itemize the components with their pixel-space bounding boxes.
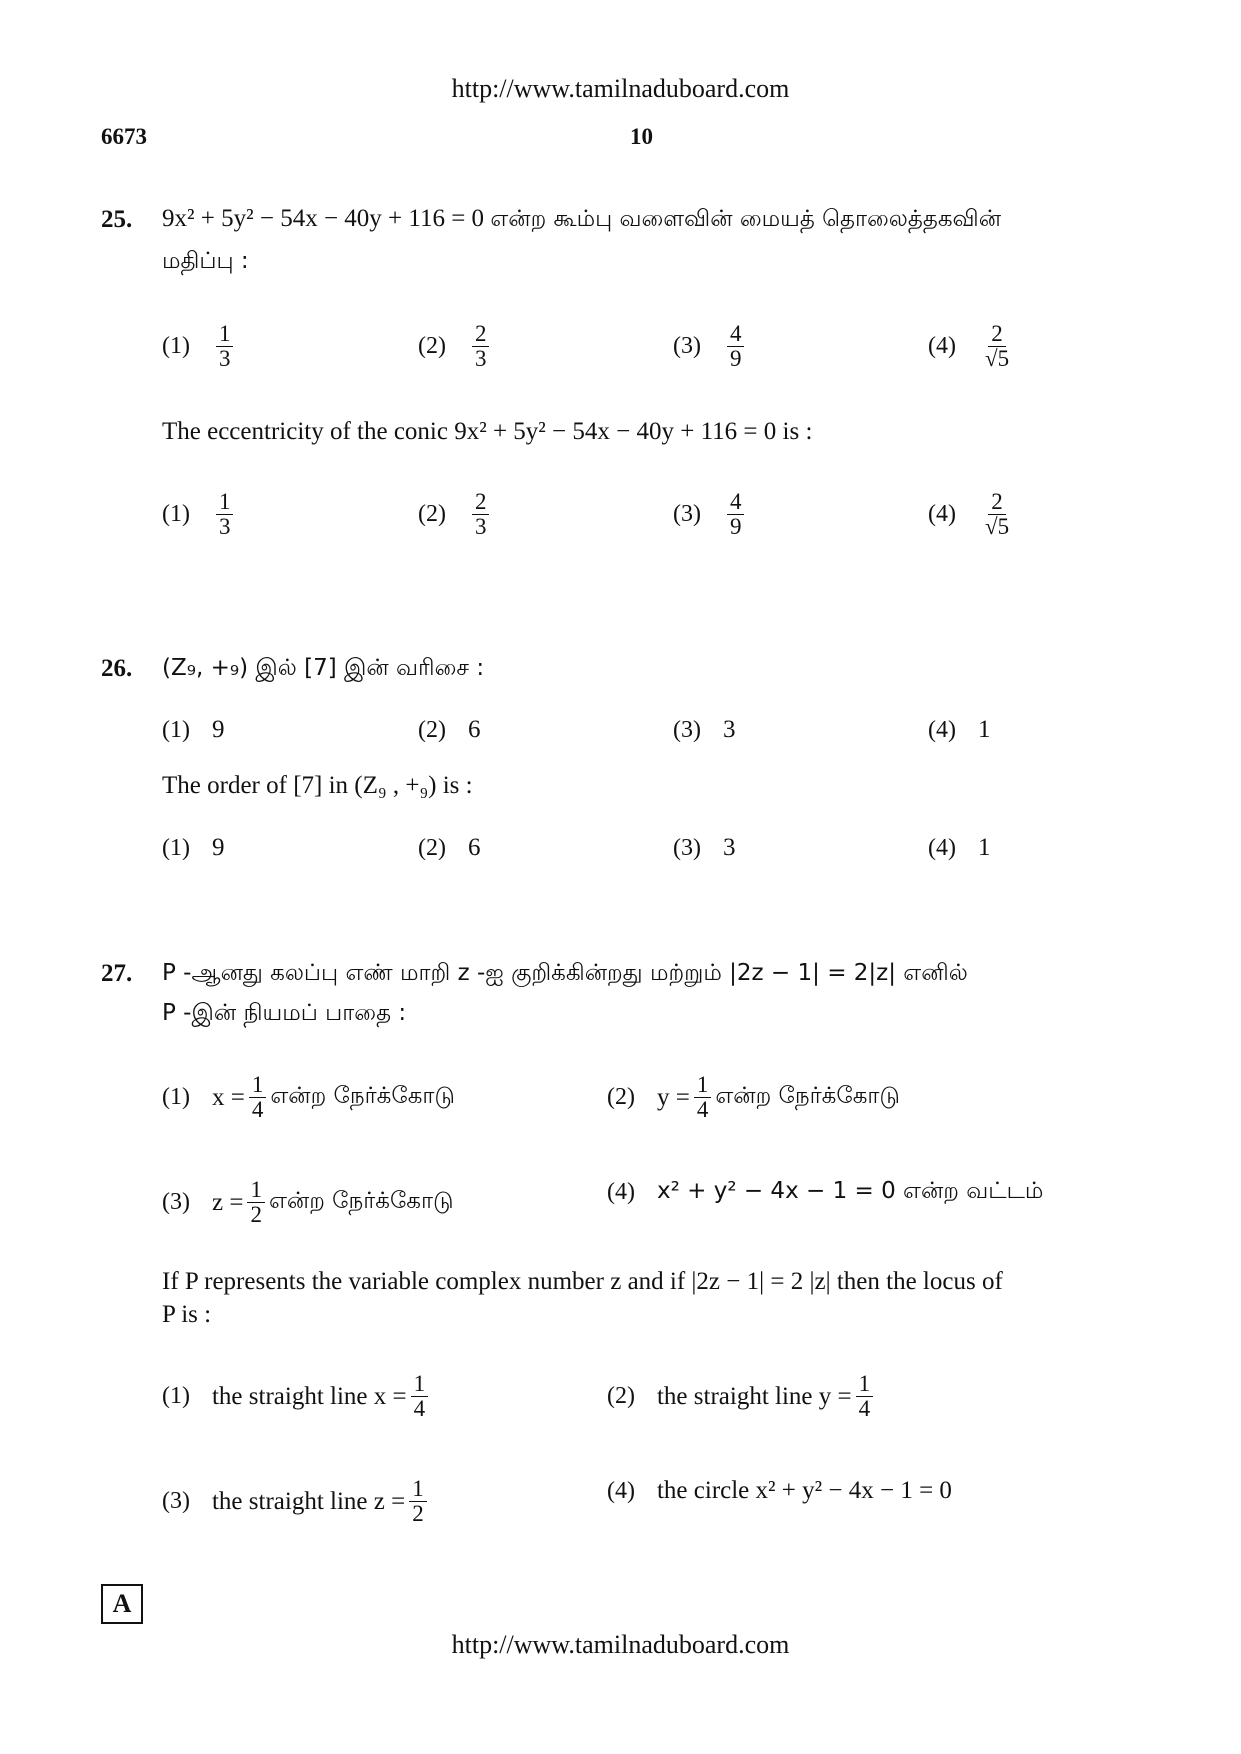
q26-english-option-1 [162, 834, 224, 862]
q25-tamil-text1: என்ற கூம்பு வளைவின் மையத் தொலைத்தகவின் [490, 206, 1002, 232]
q27-english-line2: P is : [162, 1301, 212, 1328]
q25-tamil-option-denominator: 3 [474, 346, 487, 372]
q25-tamil-option-number: (3) [673, 333, 701, 360]
q27-tamil-option-value [212, 1073, 455, 1122]
header-url: http://www.tamilnaduboard.com [451, 74, 790, 103]
q25-tamil-option-denominator: 9 [729, 346, 742, 372]
q25-english-option-1 [162, 490, 237, 539]
q25-english-text: The eccentricity of the conic 9x² + 5y² − 54x − 40y + 116 = 0 is : [162, 418, 813, 445]
q27-english-option-prefix: the straight line y = [656, 1382, 852, 1410]
q27-english-line1: If P represents the variable complex number z and if |2z − 1| = 2 |z| then the locus of [162, 1268, 1003, 1295]
q25-tamil-option-fraction [982, 322, 1012, 371]
q26-tamil-option-4 [928, 716, 990, 744]
q27-tamil-line1: P -ஆனது கலப்பு எண் மாறி z -ஐ குறிக்கின்றது மற்றும் |2z − 1| = 2|z| எனில் [162, 960, 968, 986]
q26-english-option-number: (2) [418, 834, 446, 861]
q26-english-text: The order of [7] in (Z₉ , +₉) is : [162, 772, 473, 799]
q26-tamil-text-content: (Z₉, +₉) இல் [7] இன் வரிசை : [162, 655, 485, 681]
q27-english-option-numerator: 1 [409, 1477, 427, 1502]
q26-tamil-option-value: 9 [211, 716, 225, 743]
q25-english-option-denominator: 3 [474, 514, 487, 540]
q25-tamil-option-value [978, 322, 1016, 371]
q25-tamil-option-fraction [727, 322, 745, 371]
q25-tamil-option-denominator: 3 [218, 346, 231, 372]
q25-tamil-equation: 9x² + 5y² − 54x − 40y + 116 = 0 [162, 205, 485, 232]
q26-english-option-value: 6 [467, 834, 481, 861]
q26-tamil-option-number: (3) [673, 716, 701, 743]
q25-english-option-value [978, 490, 1016, 539]
page-number: 10 [630, 124, 653, 149]
q25-tamil-option-value [468, 322, 494, 371]
q27-tamil-option-suffix: என்ற நேர்க்கோடு [715, 1083, 900, 1110]
q25-english-option-fraction [727, 490, 745, 539]
q27-english-option-value [657, 1372, 877, 1421]
q27-tamil-option-numerator: 1 [694, 1073, 712, 1098]
q27-tamil-option-prefix: y = [656, 1083, 690, 1111]
q26-number: 26. [101, 655, 133, 682]
footer-url: http://www.tamilnaduboard.com [451, 1630, 790, 1659]
q27-english-option-4 [607, 1477, 952, 1505]
q27-english-option-prefix: the straight line z = [211, 1487, 406, 1515]
q27-number: 27. [101, 960, 133, 987]
q27-english-option-number: (4) [607, 1477, 635, 1504]
q26-tamil-option-value: 1 [977, 716, 991, 743]
q26-tamil-option-number: (1) [162, 716, 190, 743]
q27-english-option-number: (2) [607, 1383, 635, 1410]
q27-tamil-option-2 [607, 1073, 900, 1122]
q25-tamil-option-numerator: 2 [988, 322, 1006, 347]
q27-tamil-option-number: (3) [162, 1189, 190, 1216]
q25-tamil-line2: மதிப்பு : [162, 248, 249, 274]
q25-tamil-option-number: (1) [162, 333, 190, 360]
q25-english-option-fraction [982, 490, 1012, 539]
q27-tamil-option-denominator: 2 [250, 1202, 262, 1228]
q27-english-option-number: (3) [162, 1488, 190, 1515]
q27-tamil-option-fraction [247, 1178, 265, 1227]
q27-tamil-option-suffix: என்ற நேர்க்கோடு [268, 1188, 454, 1215]
q27-tamil-option-fraction [249, 1073, 267, 1122]
q27-english-option-fraction [856, 1372, 874, 1421]
q25-english-option-number: (3) [673, 501, 701, 528]
q25-english-option-3 [673, 490, 748, 539]
q25-tamil-option-3 [673, 322, 748, 371]
q25-english-option-denominator: √5 [984, 514, 1010, 540]
q27-tamil-option-numerator: 1 [249, 1073, 267, 1098]
q25-tamil-option-numerator: 4 [727, 322, 745, 347]
q26-english-option-value: 1 [977, 834, 991, 861]
q27-tamil-option-prefix: x = [211, 1083, 245, 1111]
q25-tamil-option-fraction [472, 322, 490, 371]
q25-english-option-4 [928, 490, 1016, 539]
q25-tamil-option-numerator: 1 [216, 322, 234, 347]
q27-tamil-option-number: (2) [607, 1084, 635, 1111]
q27-english-option-3 [162, 1477, 431, 1526]
q25-number: 25. [101, 206, 133, 233]
q26-english-option-3 [673, 834, 735, 862]
q27-tamil-option-numerator: 1 [247, 1178, 265, 1203]
q25-english-option-2 [418, 490, 493, 539]
q25-english-option-number: (2) [418, 501, 446, 528]
q27-english-option-fraction [409, 1477, 427, 1526]
q27-english-option-numerator: 1 [856, 1372, 874, 1397]
q27-tamil-option-denominator: 4 [251, 1097, 264, 1123]
q25-english-option-denominator: 9 [729, 514, 742, 540]
q25-tamil-option-2 [418, 322, 493, 371]
q25-tamil-option-numerator: 2 [472, 322, 490, 347]
q26-tamil-option-1 [162, 716, 224, 744]
q25-tamil-option-number: (4) [928, 333, 956, 360]
q26-english-option-2 [418, 834, 480, 862]
q27-english-option-denominator: 4 [413, 1396, 426, 1422]
q27-english-option-value [657, 1477, 952, 1505]
q25-tamil-option-value [723, 322, 749, 371]
q26-tamil-option-3 [673, 716, 735, 744]
q25-english-option-numerator: 1 [216, 490, 234, 515]
q26-tamil-option-number: (2) [418, 716, 446, 743]
q27-tamil-option-number: (4) [607, 1179, 635, 1205]
q25-tamil-option-number: (2) [418, 333, 446, 360]
q26-tamil-option-value: 6 [467, 716, 481, 743]
q27-english-option-2 [607, 1372, 877, 1421]
q25-english-option-numerator: 2 [472, 490, 490, 515]
q27-tamil-option-value [657, 1073, 900, 1122]
q25-english-option-fraction [472, 490, 490, 539]
q25-english-option-value [468, 490, 494, 539]
q25-tamil-option-value [212, 322, 238, 371]
q27-english-option-text: the circle x² + y² − 4x − 1 = 0 [656, 1477, 952, 1504]
q27-english-option-prefix: the straight line x = [211, 1382, 407, 1410]
q26-english-option-number: (3) [673, 834, 701, 861]
q26-tamil-option-2 [418, 716, 480, 744]
q27-tamil-option-denominator: 4 [696, 1097, 709, 1123]
version-box: A [101, 1584, 143, 1624]
q26-english-option-value: 3 [722, 834, 736, 861]
q27-tamil-line2: P -இன் நியமப் பாதை : [162, 1000, 407, 1026]
q27-english-option-1 [162, 1372, 432, 1421]
q26-english-option-value: 9 [211, 834, 225, 861]
q27-english-option-value [212, 1372, 432, 1421]
q27-english-option-denominator: 4 [858, 1396, 871, 1422]
q27-tamil-option-number: (1) [162, 1084, 190, 1111]
q25-tamil-option-4 [928, 322, 1016, 371]
q27-tamil-option-3 [162, 1178, 454, 1227]
q25-english-option-fraction [216, 490, 234, 539]
q27-english-option-fraction [411, 1372, 429, 1421]
q27-tamil-option-prefix: z = [211, 1188, 244, 1216]
q25-english-option-number: (1) [162, 501, 190, 528]
q27-english-option-denominator: 2 [412, 1501, 424, 1527]
q25-english-option-value [212, 490, 238, 539]
q25-tamil-option-denominator: √5 [984, 346, 1010, 372]
q26-tamil-text [162, 654, 484, 684]
q26-tamil-option-value: 3 [722, 716, 736, 743]
q26-english-option-number: (4) [928, 834, 956, 861]
q26-tamil-option-number: (4) [928, 716, 956, 743]
paper-code: 6673 [101, 124, 147, 149]
q27-english-option-number: (1) [162, 1383, 190, 1410]
q25-english-option-denominator: 3 [218, 514, 231, 540]
q25-tamil-option-fraction [216, 322, 234, 371]
q27-tamil-option-suffix: என்ற நேர்க்கோடு [270, 1083, 455, 1110]
q27-tamil-option-value [212, 1178, 454, 1227]
q27-tamil-option-value [657, 1178, 1043, 1207]
q25-english-option-number: (4) [928, 501, 956, 528]
q25-tamil-option-1 [162, 322, 237, 371]
q25-english-option-value [723, 490, 749, 539]
q27-tamil-option-4 [607, 1178, 1043, 1207]
q25-english-option-numerator: 2 [988, 490, 1006, 515]
q26-english-option-4 [928, 834, 990, 862]
q27-english-option-value [212, 1477, 431, 1526]
q25-tamil-line1 [162, 205, 1001, 235]
q27-english-option-numerator: 1 [411, 1372, 429, 1397]
q25-english-option-numerator: 4 [727, 490, 745, 515]
q27-tamil-option-text: x² + y² − 4x − 1 = 0 என்ற வட்டம் [656, 1178, 1044, 1204]
q26-english-option-number: (1) [162, 834, 190, 861]
q27-tamil-option-1 [162, 1073, 455, 1122]
q27-tamil-option-fraction [694, 1073, 712, 1122]
